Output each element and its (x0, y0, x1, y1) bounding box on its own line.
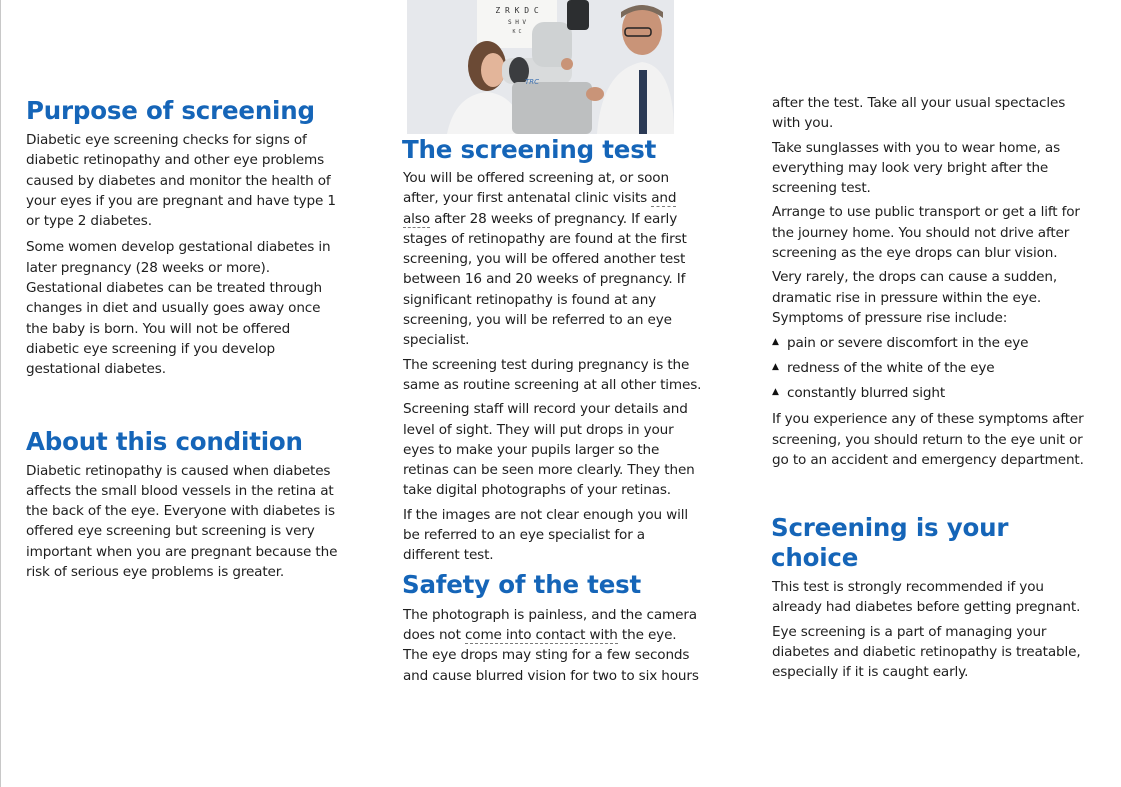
continued-paragraph-5: If you experience any of these symptoms after screening, you should return to the eye unit or go to an accident and emergency department. (772, 411, 1084, 468)
screening-test-paragraph-1-start: You will be offered screening at, or soon after, your first antenatal clinic visits (403, 170, 669, 207)
heading-about-this-condition: About this condition (26, 426, 303, 456)
screening-test-paragraph-2: The screening test during pregnancy is the same as routine screening at all other times. (403, 356, 702, 393)
screening-test-paragraph-3: Screening staff will record your details and level of sight. They will put drops in your eyes to make your pupils larger so the retinas can be seen more clearly. They then take digital photographs of your retinas. (403, 401, 695, 499)
safety-paragraph-2: The eye drops may sting for a few seconds and cause blurred vision for two to six hours (403, 647, 699, 684)
camera-brand-label: TRC (525, 78, 540, 86)
continued-paragraph-4: Very rarely, the drops can cause a sudden, dramatic rise in pressure within the eye. Symptoms of pressure rise include: (772, 269, 1058, 326)
and-also-marked-text: and also (403, 190, 677, 227)
eye-chart-row-1: Z R K D C (495, 6, 539, 15)
heading-the-screening-test: The screening test (402, 135, 657, 164)
safety-paragraph-1 (403, 605, 703, 646)
heading-safety-of-the-test: Safety of the test (402, 569, 642, 599)
condition-paragraph-1: Diabetic retinopathy is caused when diabetes affects the small blood vessels in the retina at the back of the eye. Everyone with diabetes is offered eye screening but screening is very important when you are pregnant because the risk of serious eye problems is greater. (26, 462, 338, 581)
list-item (772, 331, 1090, 356)
column-middle (403, 0, 703, 686)
eye-chart-row-2: S H V (507, 19, 527, 26)
column-left (26, 96, 344, 582)
heading-purpose-of-screening: Purpose of screening (26, 96, 315, 125)
purpose-paragraph-2: Some women develop gestational diabetes in later pregnancy (28 weeks or more). Gestational diabetes can be treated through changes in diet and usually goes away once the baby is born. You will not be offered diabetic eye screening if you develop gestational diabetes. (26, 239, 331, 378)
list-item (772, 356, 1090, 381)
screening-test-paragraph-1-end: after 28 weeks of pregnancy. If early stages of retinopathy are found at the first screening, you will be offered another test between 16 and 20 weeks of pregnancy. If significant retinopathy is found at any screening, you will be referred to an eye specialist. (403, 210, 687, 349)
eye-screening-photo-illustration (407, 0, 674, 134)
eye-chart-row-3: K C (512, 29, 522, 35)
continued-paragraph-3: Arrange to use public transport or get a lift for the journey home. You should not drive after screening as the eye drops can blur vision. (772, 204, 1080, 262)
choice-paragraph-1: This test is strongly recommended if you already had diabetes before getting pregnant. (772, 579, 1081, 616)
bullet-icon: ▲ (772, 362, 779, 373)
screening-test-paragraph-4: If the images are not clear enough you will be referred to an eye specialist for a different test. (403, 506, 689, 564)
eye-screening-photo (407, 0, 674, 134)
page-left-edge (0, 0, 1, 787)
safety-paragraph-1-end: the eye. (617, 626, 677, 643)
purpose-paragraph-1: Diabetic eye screening checks for signs of diabetic retinopathy and other eye problems caused by diabetes and monitor the health of your eyes if you are pregnant and have type 1 or type 2 diabetes. (26, 132, 336, 230)
list-item (772, 381, 1090, 406)
continued-paragraph-2: Take sunglasses with you to wear home, as everything may look very bright after the screening test. (772, 139, 1061, 197)
column-right (772, 93, 1090, 683)
bullet-icon: ▲ (772, 337, 779, 348)
safety-paragraph-1-start: The photograph is painless, and the camera does not (403, 606, 697, 643)
choice-paragraph-2: Eye screening is a part of managing your diabetes and diabetic retinopathy is treatable, especially if it is caught early. (772, 623, 1081, 681)
symptom-text: redness of the white of the eye (787, 360, 995, 377)
symptom-text: constantly blurred sight (787, 385, 946, 402)
heading-screening-is-your-choice: Screening is your choice (771, 513, 1009, 573)
screening-test-paragraph-1 (403, 168, 703, 351)
continued-paragraph-1: after the test. Take all your usual spectacles with you. (772, 95, 1066, 132)
bullet-icon: ▲ (772, 387, 779, 398)
symptoms-list (772, 331, 1090, 406)
symptom-text: pain or severe discomfort in the eye (787, 335, 1029, 352)
come-into-contact-with-marked-text: come into contact with (464, 626, 618, 643)
